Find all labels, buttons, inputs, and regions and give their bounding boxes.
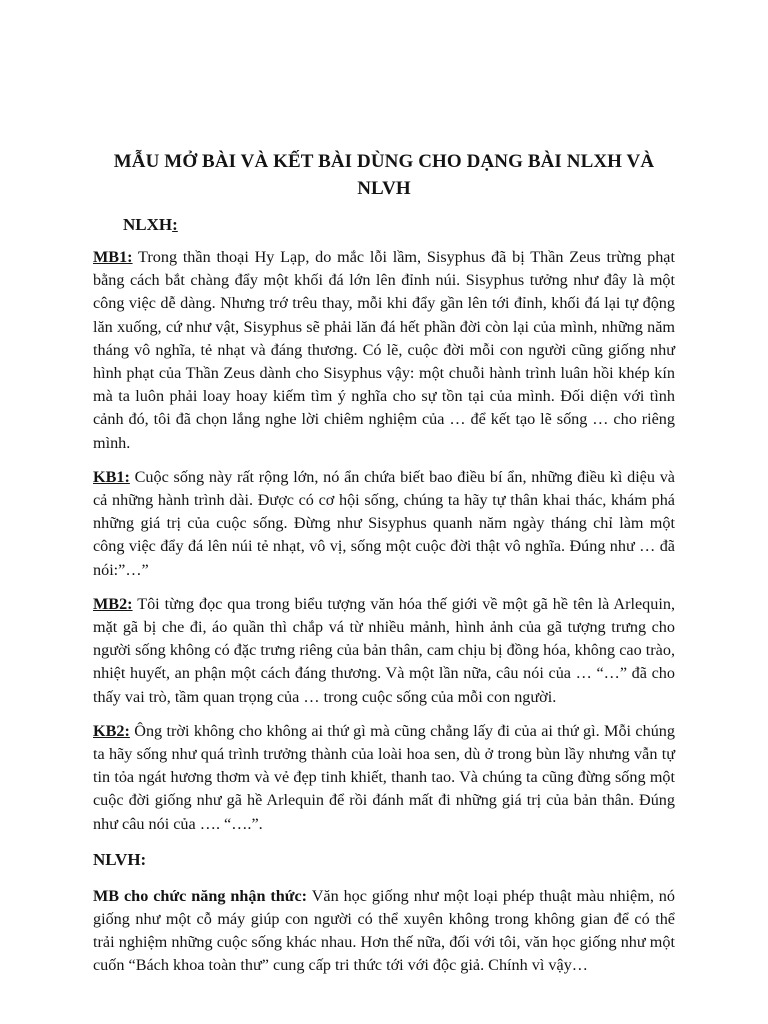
paragraph-kb2 [93,720,675,836]
paragraph-label-kb2: KB2: [93,721,130,740]
paragraph-text-mb2: Tôi từng đọc qua trong biểu tượng văn hóa thế giới về một gã hề tên là Arlequin, mặt gã bị che đi, áo quần thì chắp vá từ nhiều mảnh, hình ảnh của gã tượng trưng cho người sống không có đặc trưng riêng của bản thân, cam chịu bị đồng hóa, không cao trào, nhiệt huyết, an phận một cách đáng thương. Và một lần nữa, câu nói của … “…” đã cho thấy vai trò, tầm quan trọng của … trong cuộc sống của mỗi con người. [93,594,675,706]
paragraph-text-mb-nhan-thuc: Văn học giống như một loại phép thuật màu nhiệm, nó giống như một cỗ máy giúp con người có thể xuyên không trong không gian để có thể trải nghiệm những cuộc sống khác nhau. Hơn thế nữa, đối với tôi, văn học giống như một cuốn “Bách khoa toàn thư” cung cấp tri thức tới với độc giả. Chính vì vậy… [93,886,675,975]
paragraph-mb2 [93,593,675,709]
paragraph-text-kb2: Ông trời không cho không ai thứ gì mà cũng chẳng lấy đi của ai thứ gì. Mỗi chúng ta hãy sống như quá trình trưởng thành của loài hoa sen, dù ở trong bùn lầy nhưng vẫn tự tin tỏa ngát hương thơm và vẻ đẹp tinh khiết, thanh tao. Và chúng ta cũng đừng sống một cuộc đời giống như gã hề Arlequin để rồi đánh mất đi những giá trị của bản thân. Đúng như câu nói của …. “….”. [93,721,675,833]
paragraph-label-mb-nhan-thuc: MB cho chức năng nhận thức: [93,886,308,905]
document-title: MẪU MỞ BÀI VÀ KẾT BÀI DÙNG CHO DẠNG BÀI NLXH VÀ NLVH [113,151,655,199]
paragraph-label-mb1: MB1: [93,248,133,266]
nlxh-heading-colon: : [172,215,178,234]
paragraph-label-mb2: MB2: [93,594,133,613]
paragraph-text-kb1: Cuộc sống này rất rộng lớn, nó ẩn chứa biết bao điều bí ẩn, những điều kì diệu và cả những hành trình dài. Được có cơ hội sống, chúng ta hãy tự thân khai thác, khám phá những giá trị của cuộc sống. Đừng như Sisyphus quanh năm ngày tháng chỉ làm một công việc đẩy đá lên núi tẻ nhạt, vô vị, sống một cuộc đời thật vô nghĩa. Đúng như … đã nói:”…” [93,467,675,579]
paragraph-kb1 [93,466,675,582]
nlvh-heading: NLVH: [93,849,147,869]
paragraph-mb-nhan-thuc [93,885,675,978]
nlxh-heading-text: NLXH [123,215,173,234]
paragraph-text-mb1: Trong thần thoại Hy Lạp, do mắc lỗi lầm, Sisyphus đã bị Thần Zeus trừng phạt bằng cách bắt chàng đẩy một khối đá lớn lên đỉnh núi. Sisyphus tưởng như đây là một công việc dễ dàng. Nhưng trớ trêu thay, mỗi khi đẩy gần lên tới đỉnh, khối đá lại tự động lăn xuống, cứ như vật, Sisyphus sẽ phải lăn đá hết phần đời còn lại của mình, những năm tháng vô nghĩa, tẻ nhạt và đáng thương. Có lẽ, cuộc đời mỗi con người cũng giống như hình phạt của Thần Zeus dành cho Sisyphus vậy: một chuỗi hành trình luân hồi khép kín mà ta luôn phải loay hoay kiếm tìm ý nghĩa cho sự tồn tại của mình. Đối diện với tình cảnh đó, tôi đã chọn lắng nghe lời chiêm nghiệm của … để kết tạo lẽ sống … cho riêng mình. [93,248,675,452]
document-page [93,148,675,978]
paragraph-mb1 [93,246,675,455]
paragraph-label-kb1: KB1: [93,467,130,486]
nlxh-heading [123,214,675,236]
